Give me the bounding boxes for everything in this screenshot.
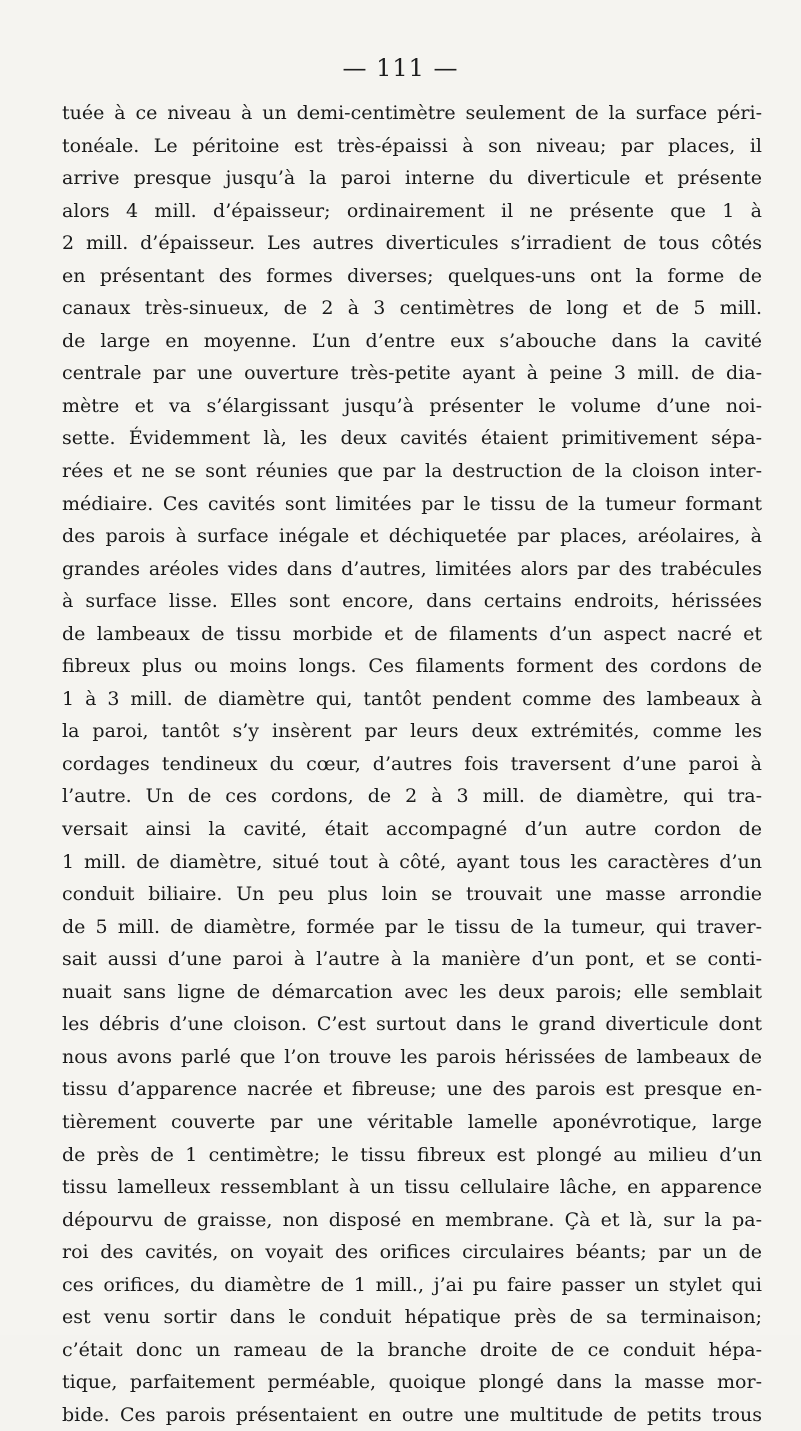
text-line: rées et ne se sont réunies que par la destruction de la cloison inter- bbox=[62, 460, 762, 483]
text-line: tuée à ce niveau à un demi-centimètre seulement de la surface péri- bbox=[62, 102, 762, 124]
text-line: l’autre. Un de ces cordons, de 2 à 3 mill. de diamètre, qui tra- bbox=[62, 785, 762, 808]
text-line: est venu sortir dans le conduit hépatique près de sa terminaison; bbox=[62, 1306, 762, 1329]
text-line: de 5 mill. de diamètre, formée par le tissu de la tumeur, qui traver- bbox=[62, 915, 762, 938]
text-line: à surface lisse. Elles sont encore, dans certains endroits, hérissées bbox=[62, 590, 762, 613]
text-line: centrale par une ouverture très-petite ayant à peine 3 mill. de dia- bbox=[62, 362, 762, 385]
text-line: de près de 1 centimètre; le tissu fibreux est plongé au milieu d’un bbox=[62, 1143, 762, 1166]
text-line: conduit biliaire. Un peu plus loin se trouvait une masse arrondie bbox=[62, 883, 762, 906]
text-line: tièrement couverte par une véritable lamelle aponévrotique, large bbox=[62, 1110, 762, 1133]
text-line: bide. Ces parois présentaient en outre une multitude de petits trous bbox=[62, 1403, 762, 1426]
text-line: alors 4 mill. d’épaisseur; ordinairement il ne présente que 1 à bbox=[62, 199, 762, 222]
text-line: mètre et va s’élargissant jusqu’à présenter le volume d’une noi- bbox=[62, 394, 762, 417]
text-line: nous avons parlé que l’on trouve les parois hérissées de lambeaux de bbox=[62, 1045, 762, 1068]
text-line: arrive presque jusqu’à la paroi interne du diverticule et présente bbox=[62, 167, 762, 190]
text-line: tissu d’apparence nacrée et fibreuse; une des parois est presque en- bbox=[62, 1078, 762, 1101]
text-line: médiaire. Ces cavités sont limitées par le tissu de la tumeur formant bbox=[62, 492, 762, 515]
text-line: fibreux plus ou moins longs. Ces filaments forment des cordons de bbox=[62, 655, 762, 678]
text-line: nuait sans ligne de démarcation avec les deux parois; elle semblait bbox=[62, 980, 762, 1003]
text-line: sait aussi d’une paroi à l’autre à la manière d’un pont, et se conti- bbox=[62, 948, 762, 971]
text-line: de large en moyenne. L’un d’entre eux s’abouche dans la cavité bbox=[62, 329, 762, 352]
text-line: de lambeaux de tissu morbide et de filaments d’un aspect nacré et bbox=[62, 622, 762, 645]
text-line: canaux très-sinueux, de 2 à 3 centimètres de long et de 5 mill. bbox=[62, 297, 762, 320]
text-line: 2 mill. d’épaisseur. Les autres diverticules s’irradient de tous côtés bbox=[62, 232, 762, 255]
text-line: tonéale. Le péritoine est très-épaissi à son niveau; par places, il bbox=[62, 134, 762, 157]
text-line: grandes aréoles vides dans d’autres, limitées alors par des trabécules bbox=[62, 557, 762, 580]
text-line: la paroi, tantôt s’y insèrent par leurs deux extrémités, comme les bbox=[62, 720, 762, 743]
text-line: 1 à 3 mill. de diamètre qui, tantôt pendent comme des lambeaux à bbox=[62, 687, 762, 710]
body-text bbox=[62, 97, 762, 1431]
text-line: c’était donc un rameau de la branche droite de ce conduit hépa- bbox=[62, 1338, 762, 1361]
text-line: des parois à surface inégale et déchiquetée par places, aréolaires, à bbox=[62, 525, 762, 548]
text-line: sette. Évidemment là, les deux cavités étaient primitivement sépa- bbox=[62, 427, 762, 450]
text-line: 1 mill. de diamètre, situé tout à côté, ayant tous les caractères d’un bbox=[62, 850, 762, 873]
text-line: roi des cavités, on voyait des orifices circulaires béants; par un de bbox=[62, 1241, 762, 1264]
text-line: versait ainsi la cavité, était accompagné d’un autre cordon de bbox=[62, 818, 762, 841]
page-number: — 111 — bbox=[342, 54, 459, 82]
text-line: tique, parfaitement perméable, quoique plongé dans la masse mor- bbox=[62, 1371, 762, 1394]
text-line: tissu lamelleux ressemblant à un tissu cellulaire lâche, en apparence bbox=[62, 1176, 762, 1199]
text-line: dépourvu de graisse, non disposé en membrane. Çà et là, sur la pa- bbox=[62, 1208, 762, 1231]
text-line: les débris d’une cloison. C’est surtout dans le grand diverticule dont bbox=[62, 1013, 762, 1036]
text-line: cordages tendineux du cœur, d’autres fois traversent d’une paroi à bbox=[62, 752, 762, 775]
text-line: ces orifices, du diamètre de 1 mill., j’ai pu faire passer un stylet qui bbox=[62, 1273, 762, 1296]
text-line: en présentant des formes diverses; quelques-uns ont la forme de bbox=[62, 264, 762, 287]
